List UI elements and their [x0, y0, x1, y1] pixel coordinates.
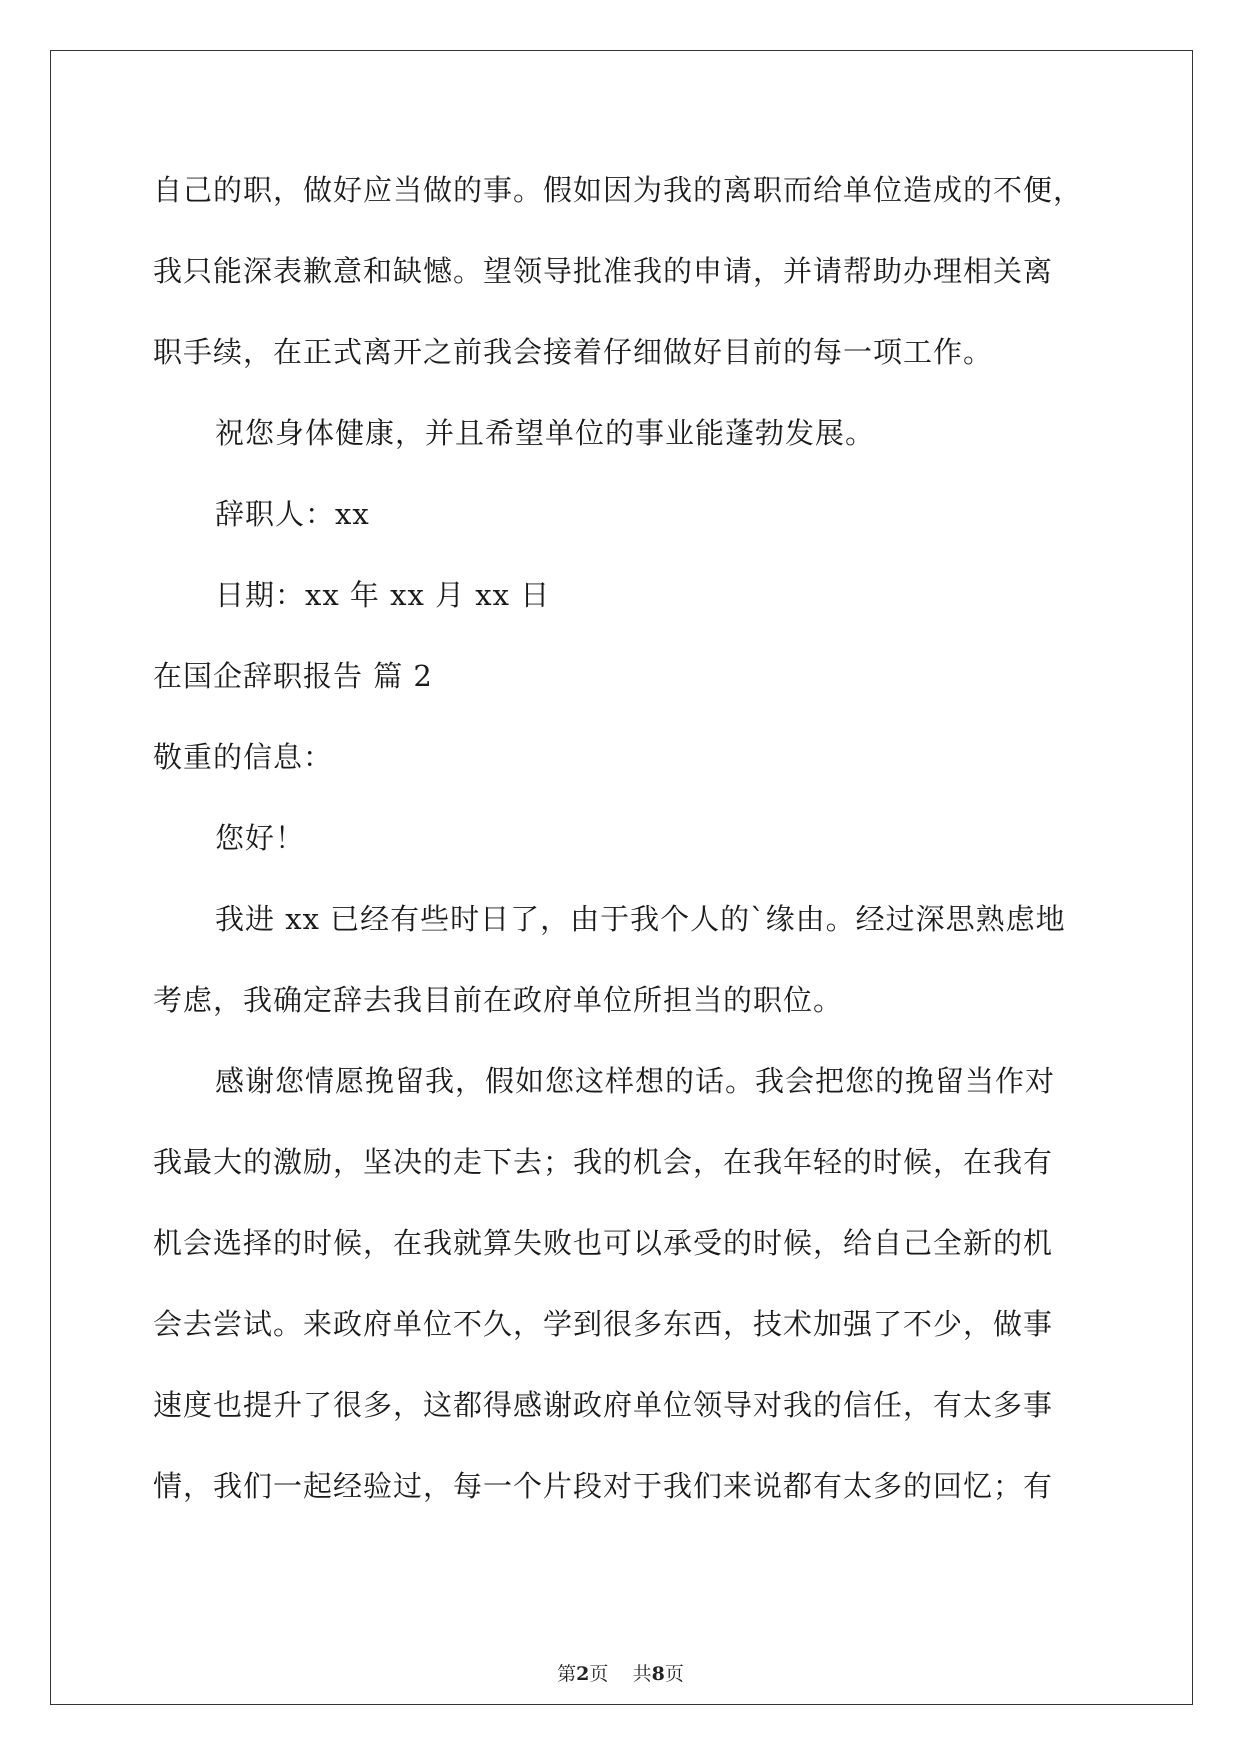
total-suffix: 页 [664, 1663, 684, 1685]
text-line: 我只能深表歉意和缺憾。望领导批准我的申请，并请帮助办理相关离 [153, 254, 1054, 288]
page-prefix: 第 [557, 1663, 577, 1685]
page-number: 2 [576, 1663, 590, 1685]
date-line: 日期：xx 年 xx 月 xx 日 [215, 578, 551, 612]
text-line: 速度也提升了很多，这都得感谢政府单位领导对我的信任，有太多事 [153, 1388, 1054, 1422]
text-line: 我进 xx 已经有些时日了，由于我个人的`缘由。经过深思熟虑地 [215, 902, 1066, 936]
section-heading: 在国企辞职报告 篇 2 [153, 659, 433, 693]
text-line: 情，我们一起经验过，每一个片段对于我们来说都有太多的回忆；有 [153, 1469, 1054, 1503]
text-line: 考虑，我确定辞去我目前在政府单位所担当的职位。 [153, 983, 844, 1017]
signer-line: 辞职人：xx [215, 497, 370, 531]
text-line: 感谢您情愿挽留我，假如您这样想的话。我会把您的挽留当作对 [215, 1064, 1056, 1098]
text-line: 机会选择的时候，在我就算失败也可以承受的时候，给自己全新的机 [153, 1226, 1054, 1260]
page-suffix: 页 [589, 1663, 609, 1685]
text-line: 自己的职，做好应当做的事。假如因为我的离职而给单位造成的不便， [153, 173, 1084, 207]
page-footer [0, 1662, 1241, 1686]
total-prefix: 共 [632, 1663, 652, 1685]
text-line: 我最大的激励，坚决的走下去；我的机会，在我年轻的时候，在我有 [153, 1145, 1054, 1179]
document-body [153, 160, 1093, 1537]
salutation: 敬重的信息： [153, 740, 334, 774]
closing-wish: 祝您身体健康，并且希望单位的事业能蓬勃发展。 [215, 416, 876, 450]
text-line: 职手续，在正式离开之前我会接着仔细做好目前的每一项工作。 [153, 335, 994, 369]
text-line: 会去尝试。来政府单位不久，学到很多东西，技术加强了不少，做事 [153, 1307, 1054, 1341]
total-pages: 8 [651, 1663, 665, 1685]
greeting: 您好！ [215, 821, 306, 855]
